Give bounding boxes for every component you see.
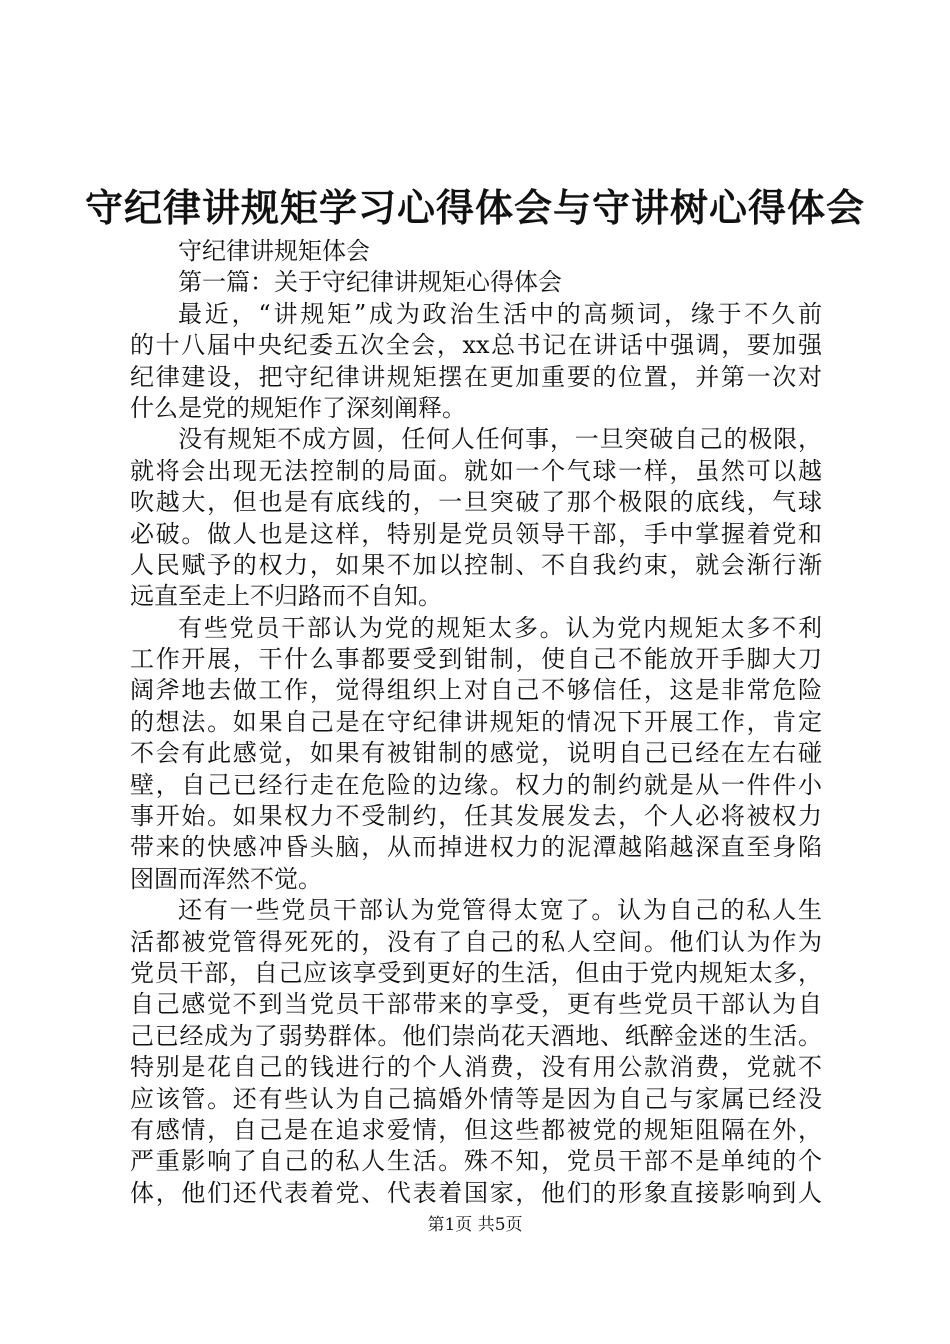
- text-line: 事开始。如果权力不受制约，任其发展发去，个人必将被权力: [130, 802, 822, 831]
- document-body: [130, 236, 822, 1209]
- text-line: 的十八届中央纪委五次全会，xx总书记在讲话中强调，要加强: [130, 331, 822, 360]
- text-line: 应该管。还有些认为自己搞婚外情等是因为自己与家属已经没: [130, 1084, 822, 1113]
- text-line: 特别是花自己的钱进行的个人消费，没有用公款消费，党就不: [130, 1053, 822, 1082]
- text-line: 工作开展，干什么事都要受到钳制，使自己不能放开手脚大刀: [130, 645, 822, 674]
- text-line: 己已经成为了弱势群体。他们崇尚花天酒地、纸醉金迷的生活。: [130, 1021, 822, 1050]
- text-line: 的想法。如果自己是在守纪律讲规矩的情况下开展工作，肯定: [130, 707, 822, 736]
- text-line: 活都被党管得死死的，没有了自己的私人空间。他们认为作为: [130, 927, 822, 956]
- text-line: 就将会出现无法控制的局面。就如一个气球一样，虽然可以越: [130, 456, 822, 485]
- text-line: 纪律建设，把守纪律讲规矩摆在更加重要的位置，并第一次对: [130, 362, 822, 391]
- text-line: 远直至走上不归路而不自知。: [130, 582, 442, 611]
- page-number: 第1页 共5页: [427, 1215, 523, 1235]
- text-line: 什么是党的规矩作了深刻阐释。: [130, 393, 466, 422]
- text-line: 人民赋予的权力，如果不加以控制、不自我约束，就会渐行渐: [130, 550, 822, 579]
- text-line: 最近，“讲规矩”成为政治生活中的高频词，缘于不久前: [178, 299, 822, 328]
- text-line: 壁，自己已经行走在危险的边缘。权力的制约就是从一件件小: [130, 770, 822, 799]
- text-line: 还有一些党员干部认为党管得太宽了。认为自己的私人生: [178, 896, 822, 925]
- subtitle-line: 守纪律讲规矩体会: [178, 237, 370, 265]
- text-line: 严重影响了自己的私人生活。殊不知，党员干部不是单纯的个: [130, 1147, 822, 1176]
- text-line: 阔斧地去做工作，觉得组织上对自己不够信任，这是非常危险: [130, 676, 822, 705]
- text-line: 自己感觉不到当党员干部带来的享受，更有些党员干部认为自: [130, 990, 822, 1019]
- text-line: 有感情，自己是在追求爱情，但这些都被党的规矩阻隔在外，: [130, 1115, 822, 1144]
- text-line: 有些党员干部认为党的规矩太多。认为党内规矩太多不利: [178, 613, 822, 642]
- text-line: 必破。做人也是这样，特别是党员领导干部，手中掌握着党和: [130, 519, 822, 548]
- text-line: 吹越大，但也是有底线的，一旦突破了那个极限的底线，气球: [130, 488, 822, 517]
- text-line: 党员干部，自己应该享受到更好的生活，但由于党内规矩太多，: [130, 958, 822, 987]
- text-line: 没有规矩不成方圆，任何人任何事，一旦突破自己的极限，: [178, 425, 822, 454]
- text-line: 囹圄而浑然不觉。: [130, 864, 322, 893]
- section-heading: 第一篇：关于守纪律讲规矩心得体会: [178, 268, 562, 297]
- document-title: 守纪律讲规矩学习心得体会与守讲树心得体会: [84, 185, 865, 230]
- text-line: 带来的快感冲昏头脑，从而掉进权力的泥潭越陷越深直至身陷: [130, 833, 822, 862]
- text-line: 不会有此感觉，如果有被钳制的感觉，说明自己已经在左右碰: [130, 739, 822, 768]
- text-line: 体，他们还代表着党、代表着国家，他们的形象直接影响到人: [130, 1178, 822, 1207]
